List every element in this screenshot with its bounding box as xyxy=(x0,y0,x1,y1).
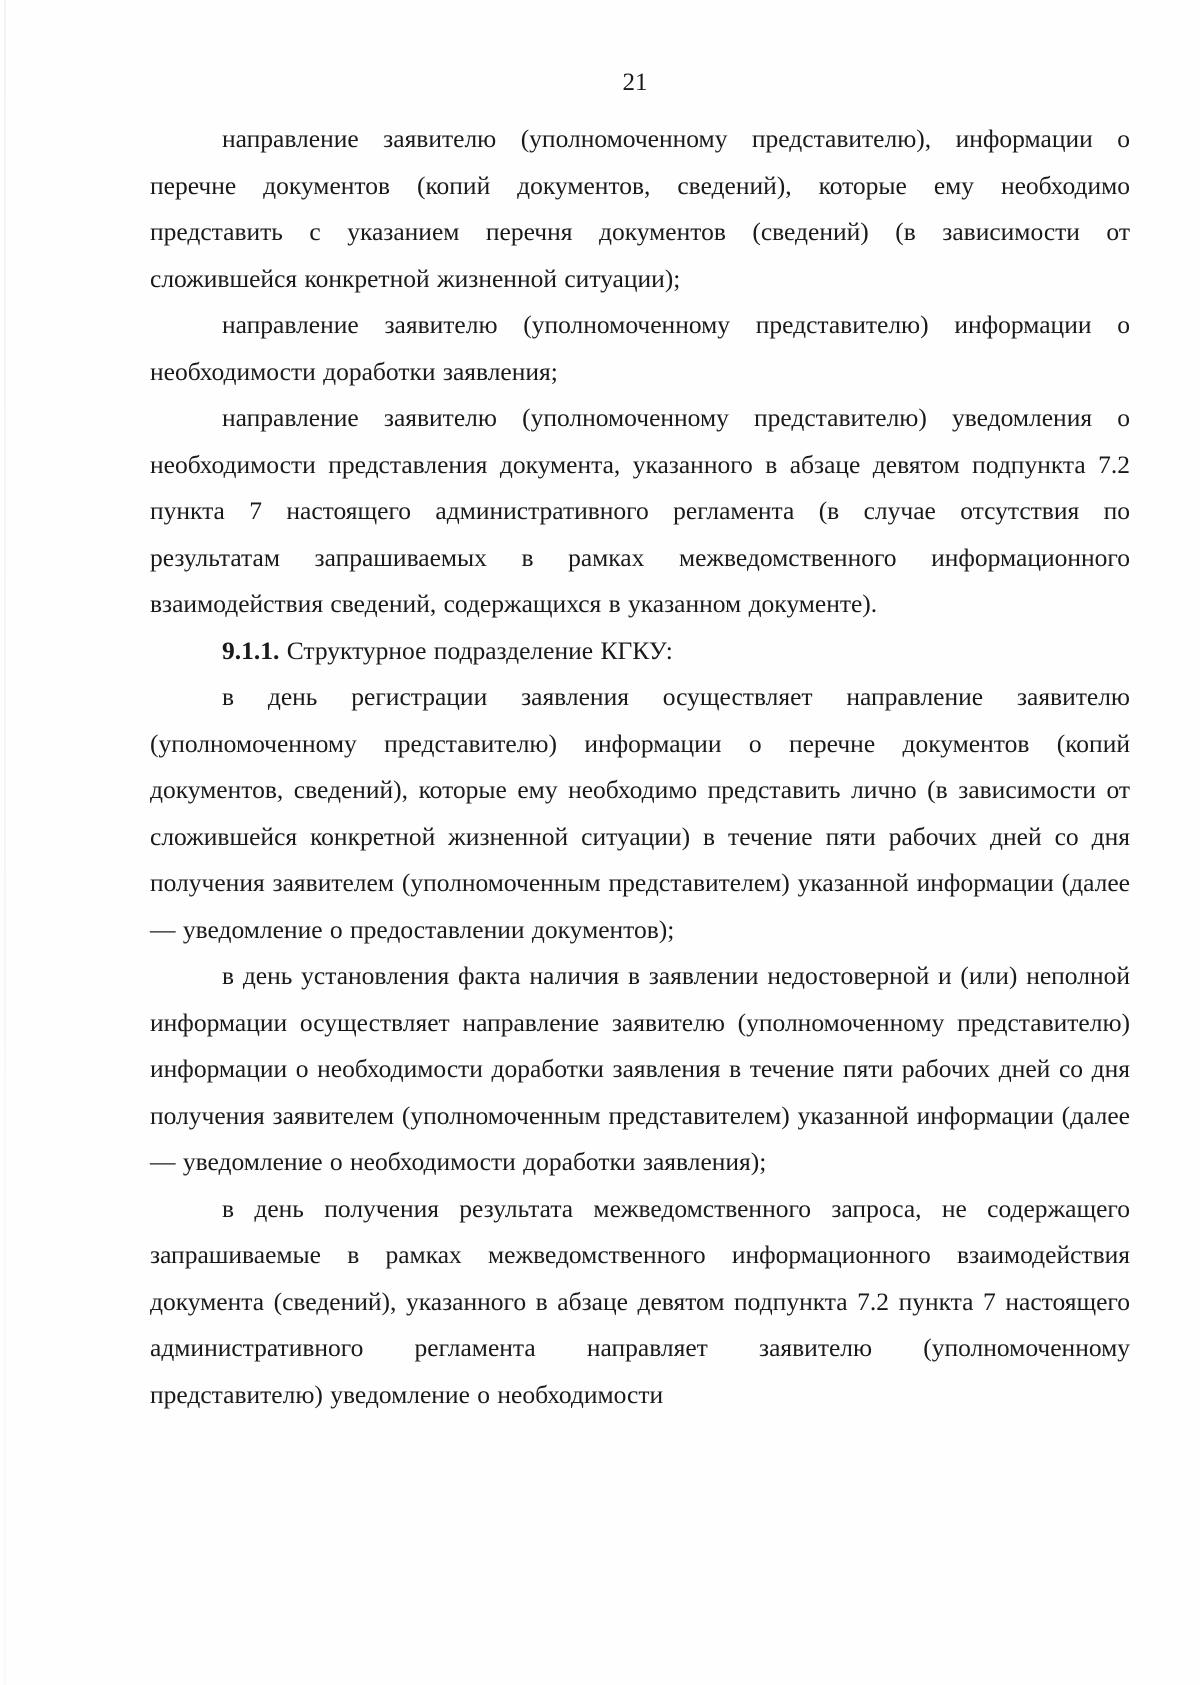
paragraph-2: направление заявителю (уполномоченному представителю) информации о необходимости доработки заявления; xyxy=(150,310,1130,386)
section-paragraph-3: в день получения результата межведомственного запроса, не содержащего запрашиваемые в рамках межведомственного информационного взаимодействия документа (сведений), указанного в абзаце девятом подпункта 7.2 пункта 7 настоящего административного регламента направляет заявителю (уполномоченному представителю) уведомление о необходимости xyxy=(150,1193,1130,1409)
paragraph-1: направление заявителю (уполномоченному представителю), информации о перечне документов (копий документов, сведений), которые ему необходимо представить с указанием перечня документов (сведений) (в зависимости от сложившейся конкретной жизненной ситуации); xyxy=(150,124,1130,293)
section-paragraph-2: в день установления факта наличия в заявлении недостоверной и (или) неполной информации осуществляет направление заявителю (уполномоченному представителю) информации о необходимости доработки заявления в течение пяти рабочих дней со дня получения заявителем (уполномоченным представителем) указанной информации (далее — уведомление о необходимости доработки заявления); xyxy=(150,961,1130,1176)
section-title: Структурное подразделение КГКУ: xyxy=(279,635,673,665)
section-number: 9.1.1. xyxy=(222,635,280,665)
paragraph-3: направление заявителю (уполномоченному представителю) уведомления о необходимости представления документа, указанного в абзаце девятом подпункта 7.2 пункта 7 настоящего административного регламента (в случае отсутствия по результатам запрашиваемых в рамках межведомственного информационного взаимодействия сведений, содержащихся в указанном документе). xyxy=(150,403,1130,618)
document-body xyxy=(150,116,1130,1418)
section-heading xyxy=(150,628,1130,675)
section-paragraph-1: в день регистрации заявления осуществляет направление заявителю (уполномоченному представителю) информации о перечне документов (копий документов, сведений), которые ему необходимо представить лично (в зависимости от сложившейся конкретной жизненной ситуации) в течение пяти рабочих дней со дня получения заявителем (уполномоченным представителем) указанной информации (далее — уведомление о предоставлении документов); xyxy=(150,682,1130,944)
page-number: 21 xyxy=(622,69,648,96)
scan-edge-shadow xyxy=(4,0,6,1685)
